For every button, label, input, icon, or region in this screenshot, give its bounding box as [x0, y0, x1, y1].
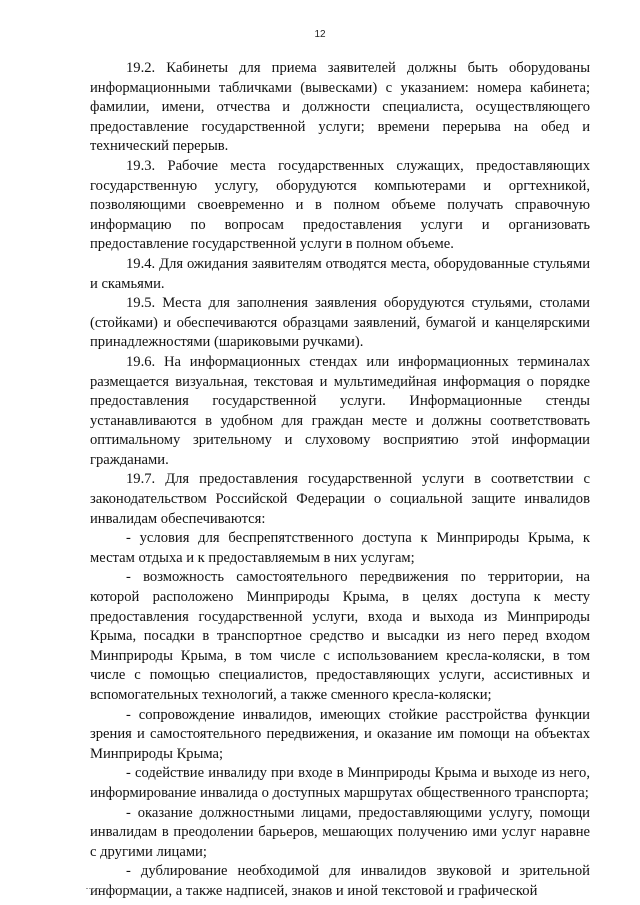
list-item-independent-movement: - возможность самостоятельного передвижения по территории, на которой расположено Минприроды Крыма, в целях доступа к месту предоставления государственной услуги, входа и выхода из Минприроды Крыма, посадки в транспортное средство и высадки из него перед входом Минприроды Крыма, в том числе с использованием кресла-коляски, в том числе с помощью специалистов, предоставляющих услуги, ассистивных и вспомогательных технологий, а также сменного кресла-коляски; [90, 569, 590, 703]
list-item-entry-assistance: - содействие инвалиду при входе в Минприроды Крыма и выходе из него, информирование инвалида о доступных маршрутах общественного транспорта; [90, 765, 590, 801]
list-item-barrier-help: - оказание должностными лицами, предоставляющими услугу, помощи инвалидам в преодолении барьеров, мешающих получению ими услуг наравне с другими лицами; [90, 804, 590, 860]
page-number: 12 [314, 29, 326, 40]
paragraph-19-2: 19.2. Кабинеты для приема заявителей должны быть оборудованы информационными табличками (вывесками) с указанием: номера кабинета; фамилии, имени, отчества и должности специалиста, осуществляющего предоставление государственной услуги; времени перерыва на обед и технический перерыв. [90, 60, 590, 155]
list-item-access-conditions: - условия для беспрепятственного доступа к Минприроды Крыма, к местам отдыха и к предоставляемым в них услугам; [90, 530, 590, 566]
paragraph-19-5: 19.5. Места для заполнения заявления оборудуются стульями, столами (стойками) и обеспечиваются образцами заявлений, бумагой и канцелярскими принадлежностями (шариковыми ручками). [90, 295, 590, 351]
list-item-escort: - сопровождение инвалидов, имеющих стойкие расстройства функции зрения и самостоятельного передвижения, и оказание им помощи на объектах Минприроды Крыма; [90, 706, 590, 762]
paragraph-19-7: 19.7. Для предоставления государственной услуги в соответствии с законодательством Российской Федерации о социальной защите инвалидов инвалидам обеспечиваются: [90, 471, 590, 527]
list-item-information-duplication: - дублирование необходимой для инвалидов звуковой и зрительной информации, а также надписей, знаков и иной текстовой и графической [90, 863, 590, 899]
paragraph-19-4: 19.4. Для ожидания заявителям отводятся места, оборудованные стульями и скамьями. [90, 255, 590, 292]
paragraph-19-6: 19.6. На информационных стендах или информационных терминалах размещается визуальная, текстовая и мультимедийная информация о порядке предоставления государственной услуги. Информационные стенды устанавливаются в удобном для граждан месте и должны соответствовать оптимальному зрительному и слуховому восприятию этой информации гражданами. [90, 353, 590, 468]
scan-artifact [86, 888, 130, 893]
paragraph-19-3: 19.3. Рабочие места государственных служащих, предоставляющих государственную услугу, оборудуются компьютерами и оргтехникой, позволяющими своевременно и в полном объеме получать справочную информацию по вопросам предоставления услуги и организовать предоставление государственной услуги в полном объеме. [90, 157, 590, 253]
document-body [90, 59, 590, 902]
